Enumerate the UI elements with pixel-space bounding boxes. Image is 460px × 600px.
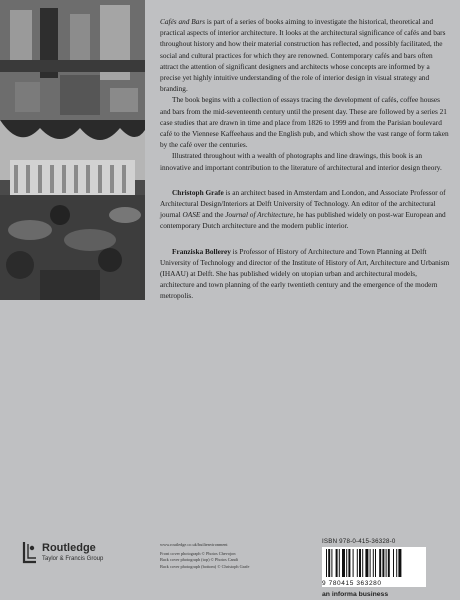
bold-text: Christoph Grafe <box>172 187 224 197</box>
isbn-area <box>322 538 432 598</box>
bold-text: Franziska Bollerey <box>172 246 231 256</box>
description-paragraph-3: Illustrated throughout with a wealth of photographs and line drawings, this book is an innovative and important contribution to the literature of architectural and interior design theory. <box>160 151 442 172</box>
description-paragraph-2: The book begins with a collection of essays tracing the development of cafés, coffee houses and bars from the mid-seventeenth century until the present day. These are followed by a series 21 case studies that are drawn in time and place from 1826 to 1999 and from the Parisian boulevard café to the Viennese Kaffeehaus and the English pub, and which show the vast range of form taken by the café over the centuries. <box>160 95 449 150</box>
routledge-mark-icon <box>22 540 38 564</box>
publisher-group: Taylor & Francis Group <box>42 556 104 562</box>
publisher-name: Routledge <box>42 542 96 554</box>
text-run: is Professor of History of Architecture and Town Planning at Delft University of Technology and director of the Institute of History of Art, Architecture and Urbanism (IHAAU) at Delft. She has published widely on utopian urban and architectural models, architecture and town planning of the early twentieth century and the emergence of the modern metropolis. <box>160 246 450 301</box>
cover-photograph <box>0 0 145 300</box>
publisher-url: www.routledge.co.uk/builtenvironment <box>160 542 228 547</box>
informa-tagline: an informa business <box>322 591 389 598</box>
barcode-digits: 9 780415 363280 <box>322 579 426 587</box>
back-cover-text <box>160 16 452 302</box>
isbn-label: ISBN 978-0-415-36328-0 <box>322 538 396 545</box>
text-run: is part of a series of books aiming to investigate the historical, theoretical and practical aspects of interior architecture. It looks at the architectural significance of cafés and bars throughout history and how their material construction has reflected, and possibly facilitated, the social and cultural practices for which they are renowned. Contemporary cafés and bars often attract the attention of significant designers and architects whose concepts are informed by a precise yet highly intuitive understanding of the role of interior design in visual strategy and branding. <box>160 17 446 94</box>
text-run: and the <box>200 210 226 220</box>
author-bio-grafe <box>160 187 452 232</box>
credits-block <box>160 542 310 570</box>
routledge-logo <box>22 540 142 566</box>
credit-line: Front cover photograph © Photos Chevojon <box>160 551 236 557</box>
italic-text: Journal of Architecture <box>225 210 294 220</box>
text-run: , he has published widely on post-war European and contemporary Dutch architecture and the modern public interior. <box>160 210 446 231</box>
text-run: is an architect based in Amsterdam and London, and Associate Professor of Architectural Design/Interiors at Delft University of Technology. An editor of the architectural journal <box>160 187 446 220</box>
barcode <box>322 547 426 579</box>
barcode-bars <box>322 547 426 579</box>
author-bio-bollerey <box>160 246 452 302</box>
cafe-interior-photo <box>0 0 145 300</box>
credit-line: Back cover photograph (bottom) © Christoph Grafe <box>160 563 250 569</box>
italic-text: Cafés and Bars <box>160 17 205 26</box>
description-paragraph-1 <box>160 16 452 94</box>
italic-text: OASE <box>182 210 201 220</box>
credit-line: Back cover photograph (top) © Photos Candi <box>160 557 238 563</box>
